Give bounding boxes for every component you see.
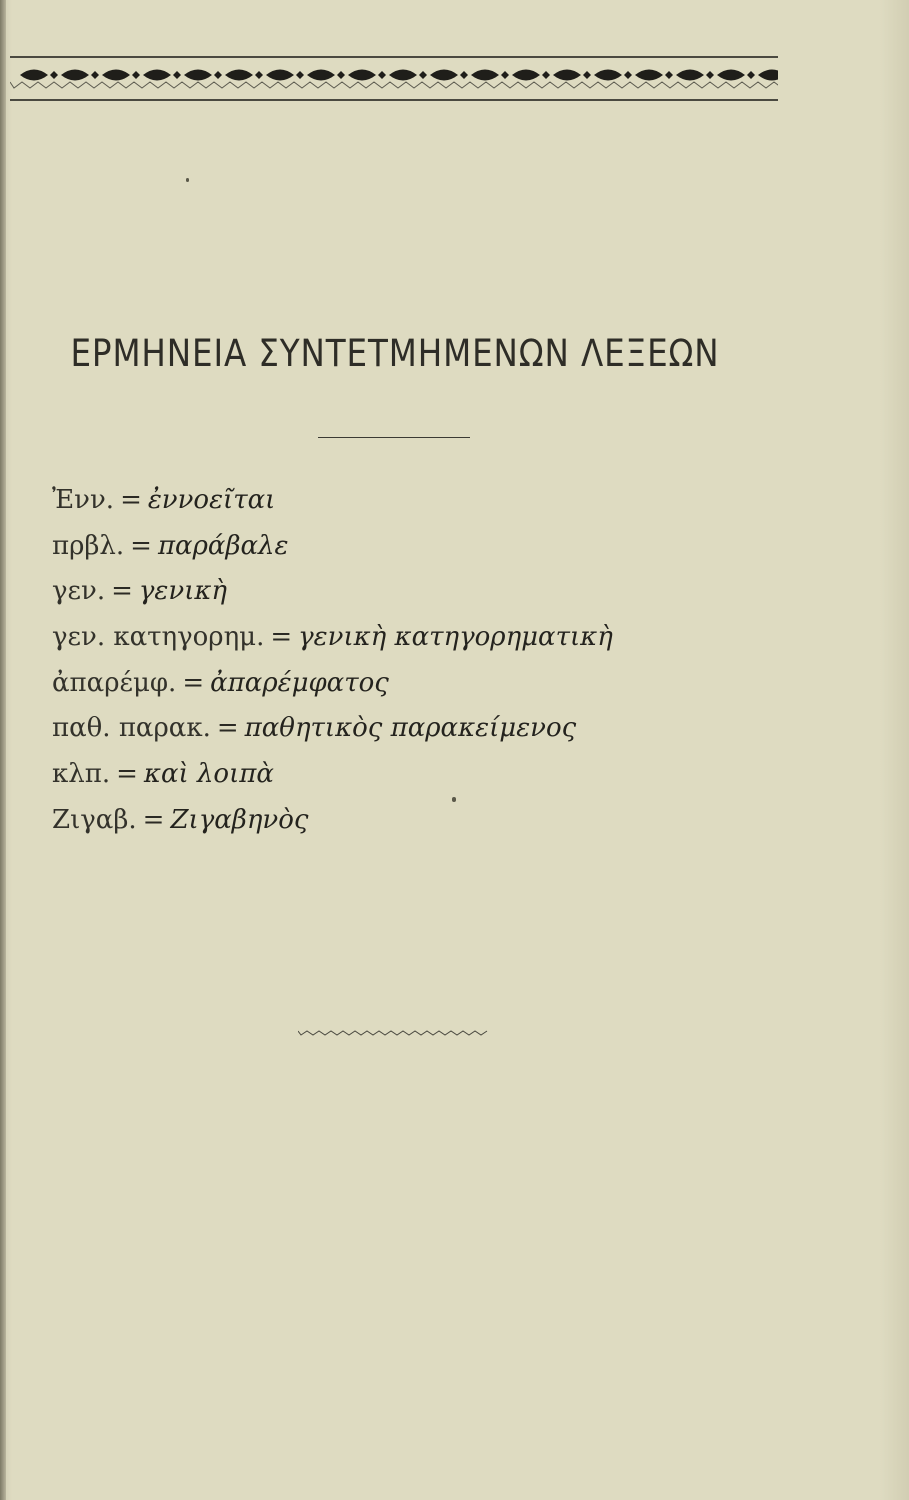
entry-expansion: ἐννοεῖται [147, 485, 276, 515]
ornament-band [10, 62, 778, 94]
ornament-diamond [542, 71, 550, 79]
entry-equals: = [142, 804, 165, 835]
ornament-lens [307, 70, 335, 81]
ornament-diamond [337, 71, 345, 79]
ornament-lens [61, 70, 89, 81]
ornament-zigzag [10, 82, 778, 88]
entry-expansion: καὶ λοιπὰ [143, 759, 274, 790]
ornament-lens [266, 70, 294, 81]
ornament-diamond [419, 71, 427, 79]
ornament-diamond [255, 71, 263, 79]
page-title: ΕΡΜΗΝΕΙΑ ΣΥΝΤΕΤΜΗΜΕΝΩΝ ΛΕΞΕΩΝ [70, 332, 720, 375]
ornament-diamond [173, 71, 181, 79]
header-rule-bottom [10, 99, 778, 101]
entry-equals: = [116, 759, 138, 790]
ink-speck [186, 178, 189, 182]
entry-expansion: ἀπαρέμφατος [210, 667, 389, 698]
entry-equals: = [111, 576, 133, 607]
entry-equals: = [182, 667, 205, 698]
entry-abbreviation: γεν. [52, 576, 106, 607]
entry-equals: = [120, 485, 142, 515]
ornament-lens [225, 70, 253, 81]
entry-abbreviation: Ζιγαβ. [52, 804, 137, 835]
closing-wave-ornament [298, 1028, 488, 1038]
ornament-diamond [132, 71, 140, 79]
wave-line [298, 1031, 487, 1035]
entry-equals: = [216, 713, 239, 744]
abbreviation-entry [52, 524, 613, 570]
entry-abbreviation: παθ. παρακ. [52, 713, 211, 744]
ornament-lens [635, 70, 663, 81]
ornament-diamond [460, 71, 468, 79]
ornament-lens [594, 70, 622, 81]
ornament-lens [20, 70, 48, 81]
ornament-lens [471, 70, 499, 81]
abbreviation-entry [52, 706, 613, 752]
ornament-diamond [296, 71, 304, 79]
ornament-lens [553, 70, 581, 81]
entry-expansion: παθητικὸς παρακείμενος [244, 713, 577, 744]
abbreviation-entry [52, 615, 613, 661]
ornament-diamond [624, 71, 632, 79]
ink-speck [452, 797, 456, 802]
ornament-diamond [706, 71, 714, 79]
ornament-lens [389, 70, 417, 81]
ornament-lens [676, 70, 704, 81]
entry-equals: = [270, 622, 293, 653]
ornament-diamond [583, 71, 591, 79]
ornament-diamond [501, 71, 509, 79]
entry-abbreviation: γεν. κατηγορημ. [52, 622, 265, 653]
abbreviation-list [52, 478, 613, 844]
abbreviation-entry [52, 752, 613, 798]
ornament-diamond [747, 71, 755, 79]
entry-equals: = [130, 530, 152, 561]
abbreviation-entry [52, 661, 613, 707]
ornament-lens [143, 70, 171, 81]
header-rule-top [10, 56, 778, 58]
title-divider [318, 437, 470, 438]
binding-edge [0, 0, 6, 1500]
ornament-diamond [214, 71, 222, 79]
ornament-lens [717, 70, 745, 81]
ornament-diamond [378, 71, 386, 79]
ornament-lens [430, 70, 458, 81]
ornament-lens [102, 70, 130, 81]
entry-expansion: Ζιγαβηνὸς [170, 804, 309, 835]
entry-expansion: γενικὴ [138, 576, 228, 607]
entry-abbreviation: Ἐνν. [52, 485, 115, 515]
abbreviation-entry [52, 798, 613, 844]
abbreviation-entry [52, 569, 613, 615]
ornament-lens [184, 70, 212, 81]
abbreviation-entry [52, 478, 613, 524]
ornament-diamond [91, 71, 99, 79]
entry-abbreviation: ἀπαρέμφ. [52, 667, 177, 698]
ornament-diamond [50, 71, 58, 79]
entry-expansion: παράβαλε [157, 530, 289, 561]
entry-abbreviation: πρβλ. [52, 530, 125, 561]
ornament-lens [348, 70, 376, 81]
ornament-lens [758, 70, 778, 81]
entry-expansion: γενικὴ κατηγορηματικὴ [298, 622, 613, 653]
ornament-lens [512, 70, 540, 81]
ornament-diamond [665, 71, 673, 79]
entry-abbreviation: κλπ. [52, 759, 111, 790]
